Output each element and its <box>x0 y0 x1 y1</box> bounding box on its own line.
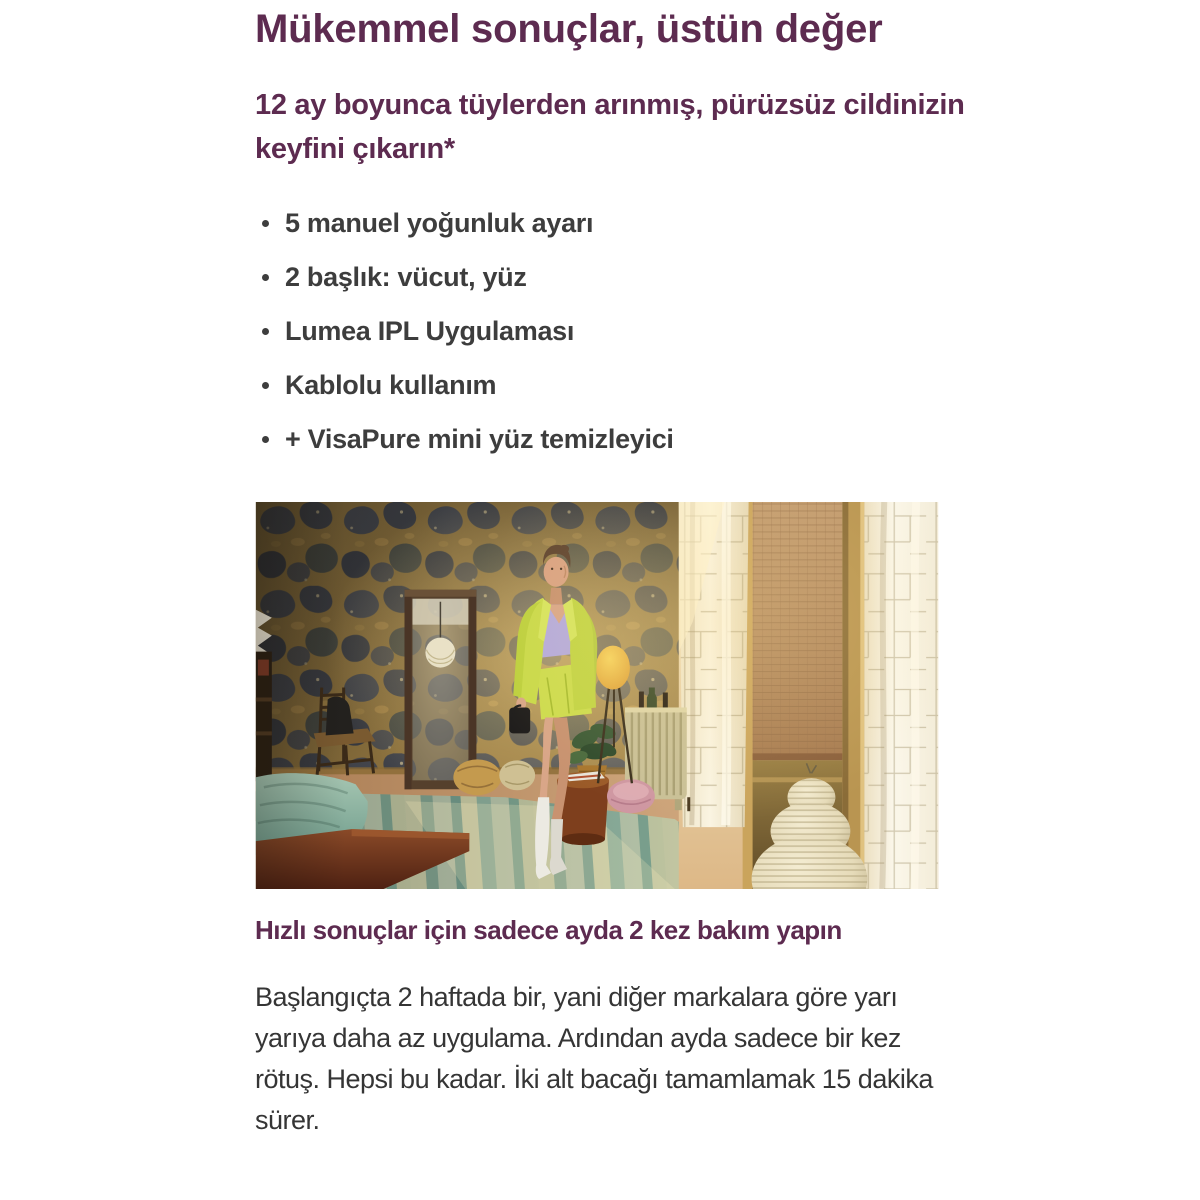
bullet-icon <box>262 274 269 281</box>
vignette <box>256 502 346 889</box>
bullet-icon <box>262 328 269 335</box>
feature-item <box>255 263 947 291</box>
feature-label: Kablolu kullanım <box>285 369 497 400</box>
feature-item <box>255 371 947 399</box>
bullet-icon <box>262 382 269 389</box>
product-lifestyle-image <box>255 502 939 889</box>
bullet-icon <box>262 436 269 443</box>
feature-item <box>255 317 947 345</box>
feature-item <box>255 209 947 237</box>
feature-label: 5 manuel yoğunluk ayarı <box>285 207 594 238</box>
bullet-icon <box>262 220 269 227</box>
feature-list <box>255 209 947 453</box>
content-column <box>255 0 965 1141</box>
feature-label: 2 başlık: vücut, yüz <box>285 261 527 292</box>
section-body: Başlangıçta 2 haftada bir, yani diğer markalara göre yarı yarıya daha az uygulama. Ardından ayda sadece bir kez rötuş. Hepsi bu kadar. İki alt bacağı tamamlamak 15 dakika sürer. <box>255 982 933 1135</box>
feature-label: + VisaPure mini yüz temizleyici <box>285 423 674 454</box>
feature-item <box>255 425 947 453</box>
page-title: Mükemmel sonuçlar, üstün değer <box>255 7 883 51</box>
page-subtitle: 12 ay boyunca tüylerden arınmış, pürüzsüz cildinizin keyfini çıkarın* <box>255 89 965 165</box>
section-heading: Hızlı sonuçlar için sadece ayda 2 kez bakım yapın <box>255 915 842 945</box>
feature-label: Lumea IPL Uygulaması <box>285 315 575 346</box>
